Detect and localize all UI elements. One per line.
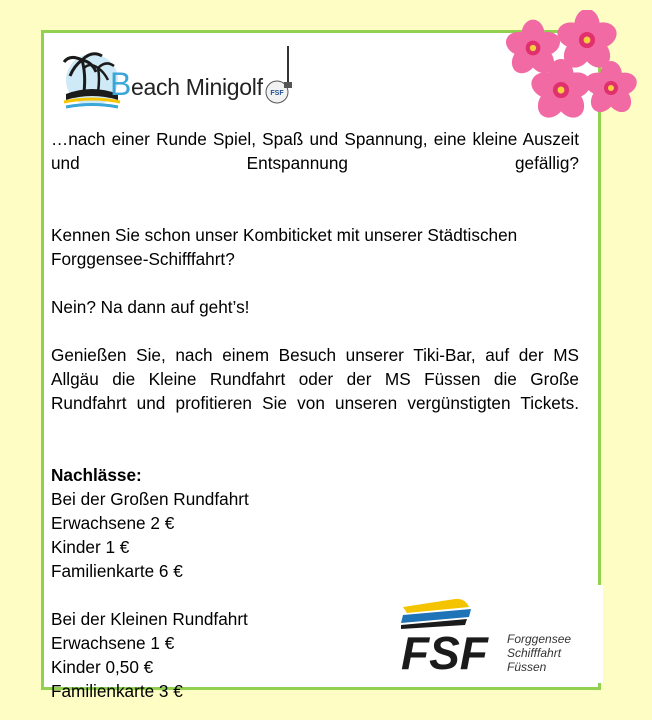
- kombiticket-paragraph: Kennen Sie schon unser Kombiticket mit unserer Städtischen Forggensee-Schifffahrt?: [51, 225, 518, 269]
- intro-paragraph: …nach einer Runde Spiel, Spaß und Spannung, eine kleine Auszeit und Entspannung gefällig?: [51, 129, 579, 173]
- fsf-mark: FSF: [401, 627, 488, 679]
- kleine-adults: Erwachsene 1 €: [51, 633, 175, 653]
- fsf-line-2: Schifffahrt: [507, 646, 562, 660]
- grosse-family: Familienkarte 6 €: [51, 561, 183, 581]
- fsf-line-1: Forggensee: [507, 632, 572, 646]
- grosse-adults: Erwachsene 2 €: [51, 513, 175, 533]
- call-to-action: Nein? Na dann auf geht’s!: [51, 297, 250, 317]
- kleine-family: Familienkarte 3 €: [51, 681, 183, 701]
- hibiscus-flowers-icon: [495, 10, 645, 125]
- golf-club-icon: [283, 44, 293, 94]
- grosse-title: Bei der Großen Rundfahrt: [51, 489, 249, 509]
- discounts-heading: Nachlässe:: [51, 465, 142, 485]
- kleine-children: Kinder 0,50 €: [51, 657, 154, 677]
- logo-name: each Minigolf: [131, 74, 263, 100]
- grosse-children: Kinder 1 €: [51, 537, 130, 557]
- logo-initial: B: [110, 66, 132, 102]
- logo-wordmark: [110, 66, 263, 103]
- fsf-logo: [385, 585, 603, 683]
- golf-ball-emblem: FSF: [270, 90, 284, 97]
- kleine-title: Bei der Kleinen Rundfahrt: [51, 609, 248, 629]
- fsf-line-3: Füssen: [507, 660, 547, 674]
- beach-minigolf-logo: [62, 44, 302, 114]
- offer-paragraph: Genießen Sie, nach einem Besuch unserer Tiki-Bar, auf der MS Allgäu die Kleine Rundfahrt oder der MS Füssen die Große Rundfahrt und profitieren Sie von unseren vergünstigten Tickets.: [51, 345, 579, 413]
